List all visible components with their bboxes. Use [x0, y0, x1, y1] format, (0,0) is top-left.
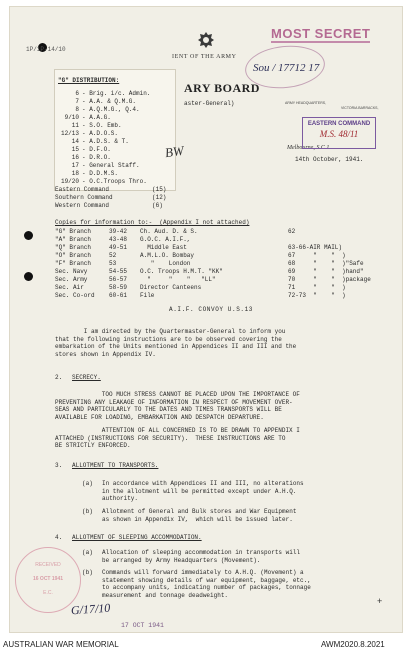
most-secret-stamp: MOST SECRET: [271, 26, 371, 41]
copy-recipient: "Q" Branch: [55, 244, 92, 251]
distribution-recipient: - A.D.S. & T.: [82, 138, 129, 145]
distribution-recipient: - D.R.O.: [82, 154, 111, 161]
distribution-title: "G" DISTRIBUTION:: [58, 77, 120, 84]
paragraph-line: BE STRICTLY ENFORCED.: [55, 442, 131, 449]
copies-row: [55, 252, 395, 260]
paragraph-line: ATTACHED (INSTRUCTIONS FOR SECURITY). THESE INSTRUCTIONS ARE TO: [55, 434, 286, 442]
copy-recipient: "F" Branch: [55, 260, 92, 267]
copies-row: [55, 244, 395, 252]
copies-row: [55, 292, 395, 300]
letter-date: 14th October, 1941.: [295, 156, 364, 163]
copy-number-2: 63-66-AIR MAIL): [288, 244, 343, 251]
paragraph-line: SEAS AND PARTICULARLY TO THE DATES AND TIMES TRANSPORTS WILL BE: [55, 406, 282, 413]
paragraph-line: ATTENTION OF ALL CONCERNED IS TO BE DRAWN TO APPENDIX I: [55, 427, 300, 434]
copy-number-2: 71 " " ): [288, 284, 346, 291]
copy-recipient: "A" Branch: [55, 236, 92, 243]
distribution-copy-number: 12/13: [60, 130, 79, 137]
distribution-copy-number: 19/20: [60, 178, 79, 185]
distribution-row: [55, 170, 175, 178]
received-date-stamp: 17 OCT 1941: [121, 622, 164, 629]
section-4-number: 4.: [55, 534, 63, 541]
section-2-title: SECRECY.: [72, 374, 101, 381]
paragraph-line: Allocation of sleeping accommodation in transports will: [102, 549, 301, 556]
distribution-copy-number: 16: [71, 154, 79, 161]
barracks-address-line: VICTORIA BARRACKS,: [341, 106, 379, 110]
section-2-paragraph-2: [55, 427, 300, 450]
copies-row: [55, 260, 395, 268]
copy-recipient: "O" Branch: [55, 252, 92, 259]
intro-line: embarkation of the Units mentioned in Appendices II and III and the: [55, 343, 297, 350]
archive-footer: [0, 639, 408, 653]
crest-icon: [195, 30, 217, 50]
distribution-copy-number: 8: [75, 106, 79, 113]
distribution-row: [55, 154, 175, 162]
handwritten-reference: Sou / 17712 17: [253, 62, 320, 74]
copy-number: 56-57: [109, 276, 128, 283]
distribution-recipient: - O.C.Troops Thro.: [82, 178, 147, 185]
copy-recipient: Sec. Air: [55, 284, 84, 291]
circle-stamp-bottom: E.C.: [43, 590, 53, 596]
circle-stamp-top: RECEIVED: [35, 562, 61, 568]
distribution-recipient: - General Staff.: [82, 162, 140, 169]
copies-header: Copies for information to:- (Appendix I not attached): [55, 219, 250, 226]
paragraph-line: as shown in Appendix IV, which will be issued later.: [102, 515, 293, 523]
command-row: [55, 186, 235, 194]
copy-recipient-2: File: [140, 292, 155, 299]
distribution-list: [54, 69, 176, 191]
paragraph-line: Allotment of General and Bulk stores and War Equipment: [102, 508, 297, 515]
command-copy-number: (12): [152, 194, 167, 201]
section-4-title: ALLOTMENT OF SLEEPING ACCOMMODATION.: [72, 534, 202, 541]
section-4a-text: [102, 549, 300, 564]
paragraph-line: AVAILABLE FOR LOADING, EMBARKATION AND DESPATCH DEPARTURE.: [55, 413, 264, 421]
command-name: Southern Command: [55, 194, 113, 201]
distribution-copy-number: 15: [71, 146, 79, 153]
file-reference: 1P/1P-14/10: [26, 46, 66, 53]
distribution-copy-number: 17: [71, 162, 79, 169]
command-row: [55, 202, 235, 210]
copy-number: 52: [109, 252, 117, 259]
hq-address-line: ARMY HEADQUARTERS,: [285, 101, 327, 105]
command-copy-number: (6): [152, 202, 163, 209]
copy-number-2: 68 " " )"Safe: [288, 260, 364, 267]
copies-row: [55, 268, 395, 276]
distribution-recipient: - Brig. i/c. Admin.: [82, 90, 151, 97]
command-copy-number: (15): [152, 186, 167, 193]
letterhead-department: IENT OF THE ARMY: [172, 54, 237, 60]
intro-line: I am directed by the Quartermaster-General to inform you: [55, 328, 286, 335]
copy-recipient-2: Middle East: [140, 244, 187, 251]
section-3b-text: [102, 508, 296, 523]
section-4b-label: (b): [82, 569, 93, 576]
paragraph-line: be arranged by Army Headquarters (Movement).: [102, 556, 261, 564]
copy-number: 54-55: [109, 268, 128, 275]
handwritten-signature: G/17/10: [70, 600, 111, 618]
stamp-title: EASTERN COMMAND: [307, 121, 371, 127]
copy-number-2: 67 " " ): [288, 252, 346, 259]
distribution-copy-number: 14: [71, 138, 79, 145]
section-3-number: 3.: [55, 462, 63, 469]
copy-recipient: Sec. Co-ord: [55, 292, 95, 299]
copies-row: [55, 284, 395, 292]
section-3a-label: (a): [82, 480, 93, 487]
command-row: [55, 194, 235, 202]
copies-row: [55, 276, 395, 284]
paragraph-line: measurement and tonnage deadweight.: [102, 591, 229, 599]
punch-hole: [24, 272, 33, 281]
copies-row: [55, 236, 395, 244]
section-4a-label: (a): [82, 549, 93, 556]
copy-number-2: 69 " " )hand": [288, 268, 364, 275]
copy-recipient-2: Ch. Aud. D. & S.: [140, 228, 198, 235]
distribution-recipient: - D.D.M.S.: [82, 170, 119, 177]
distribution-rows: [55, 90, 175, 186]
distribution-row: [55, 138, 175, 146]
eastern-command-stamp: [302, 117, 376, 149]
subject-line: A.I.F. CONVOY U.S.13: [169, 306, 254, 313]
copy-recipient-2: O.C. Troops H.M.T. "KK": [140, 268, 223, 275]
distribution-recipient: - A.Q.M.G., Q.4.: [82, 106, 140, 113]
commands-list: [55, 186, 235, 210]
distribution-recipient: - S.O. Emb.: [82, 122, 122, 129]
copy-number: 58-59: [109, 284, 128, 291]
copy-number-2: 72-73 " " ): [288, 292, 346, 299]
plus-mark: +: [377, 596, 383, 606]
copy-number: 39-42: [109, 228, 128, 235]
intro-line: stores shown in Appendix IV.: [55, 350, 156, 358]
copy-recipient-2: " " " "LL": [140, 276, 216, 283]
paragraph-line: PREVENTING ANY LEAKAGE OF INFORMATION IN RESPECT OF MOVEMENT OVER-: [55, 398, 293, 406]
distribution-row: [55, 178, 175, 186]
paragraph-line: in the allotment will be permitted except under A.H.Q.: [102, 487, 297, 495]
board-heading: ARY BOARD: [184, 81, 260, 95]
distribution-row: [55, 106, 175, 114]
distribution-row: [55, 90, 175, 98]
distribution-row: [55, 146, 175, 154]
distribution-recipient: - A.D.O.S.: [82, 130, 119, 137]
distribution-recipient: - A.A.G.: [82, 114, 111, 121]
copies-row: [55, 228, 395, 236]
handwritten-initials: BW: [163, 142, 185, 161]
distribution-recipient: - A.A. & Q.M.G.: [82, 98, 137, 105]
section-3a-text: [102, 480, 304, 503]
paragraph-line: statement showing details of war equipment, baggage, etc.,: [102, 576, 311, 584]
paragraph-line: In accordance with Appendices II and III, no alterations: [102, 480, 304, 487]
copy-recipient-2: G.O.C. A.I.F.,: [140, 236, 191, 243]
distribution-copy-number: 11: [71, 122, 79, 129]
section-4b-text: [102, 569, 311, 599]
copy-number: 43-48: [109, 236, 128, 243]
copy-number: 49-51: [109, 244, 128, 251]
intro-paragraph: [55, 328, 296, 358]
document-page: [9, 6, 403, 633]
intro-line: that the following instructions are to be observed covering the: [55, 335, 282, 343]
paragraph-line: authority.: [102, 495, 139, 502]
copy-number-2: 70 " " )package: [288, 276, 371, 283]
section-3b-label: (b): [82, 508, 93, 515]
paragraph-line: Commands will forward immediately to A.H.Q. (Movement) a: [102, 569, 304, 576]
place-line: Melbourne, S.C.1.: [287, 145, 331, 151]
distribution-recipient: - D.F.O.: [82, 146, 111, 153]
footer-institution: AUSTRALIAN WAR MEMORIAL: [3, 640, 119, 649]
copy-recipient-2: " London: [140, 260, 191, 267]
qmg-subheading: aster-General): [184, 100, 235, 107]
copy-number: 53: [109, 260, 117, 267]
circle-stamp-date: 16 OCT 1941: [32, 576, 64, 582]
distribution-row: [55, 162, 175, 170]
copy-recipient: Sec. Navy: [55, 268, 88, 275]
copy-recipient-2: A.M.L.O. Bombay: [140, 252, 195, 259]
copy-number: 60-61: [109, 292, 128, 299]
distribution-copy-number: 6: [75, 90, 79, 97]
stamp-ref: M.S. 48/11: [319, 129, 359, 139]
command-name: Western Command: [55, 202, 110, 209]
copy-recipient: "G" Branch: [55, 228, 92, 235]
copy-number-2: 62: [288, 228, 296, 235]
command-name: Eastern Command: [55, 186, 110, 193]
distribution-row: [55, 130, 175, 138]
punch-hole: [24, 231, 33, 240]
distribution-row: [55, 114, 175, 122]
paragraph-line: TOO MUCH STRESS CANNOT BE PLACED UPON THE IMPORTANCE OF: [55, 391, 300, 398]
paragraph-line: to accompany units, indicating number of packages, tonnage: [102, 584, 311, 591]
distribution-row: [55, 122, 175, 130]
distribution-row: [55, 98, 175, 106]
section-3-title: ALLOTMENT TO TRANSPORTS.: [72, 462, 159, 469]
distribution-copy-number: 7: [75, 98, 79, 105]
distribution-copy-number: 9/10: [64, 114, 79, 121]
section-2-paragraph-1: [55, 391, 300, 421]
copy-recipient: Sec. Army: [55, 276, 88, 283]
footer-accession-number: AWM2020.8.2021: [321, 640, 385, 649]
copies-table: [55, 228, 395, 300]
section-2-number: 2.: [55, 374, 63, 381]
distribution-copy-number: 18: [71, 170, 79, 177]
copy-recipient-2: Director Canteens: [140, 284, 202, 291]
